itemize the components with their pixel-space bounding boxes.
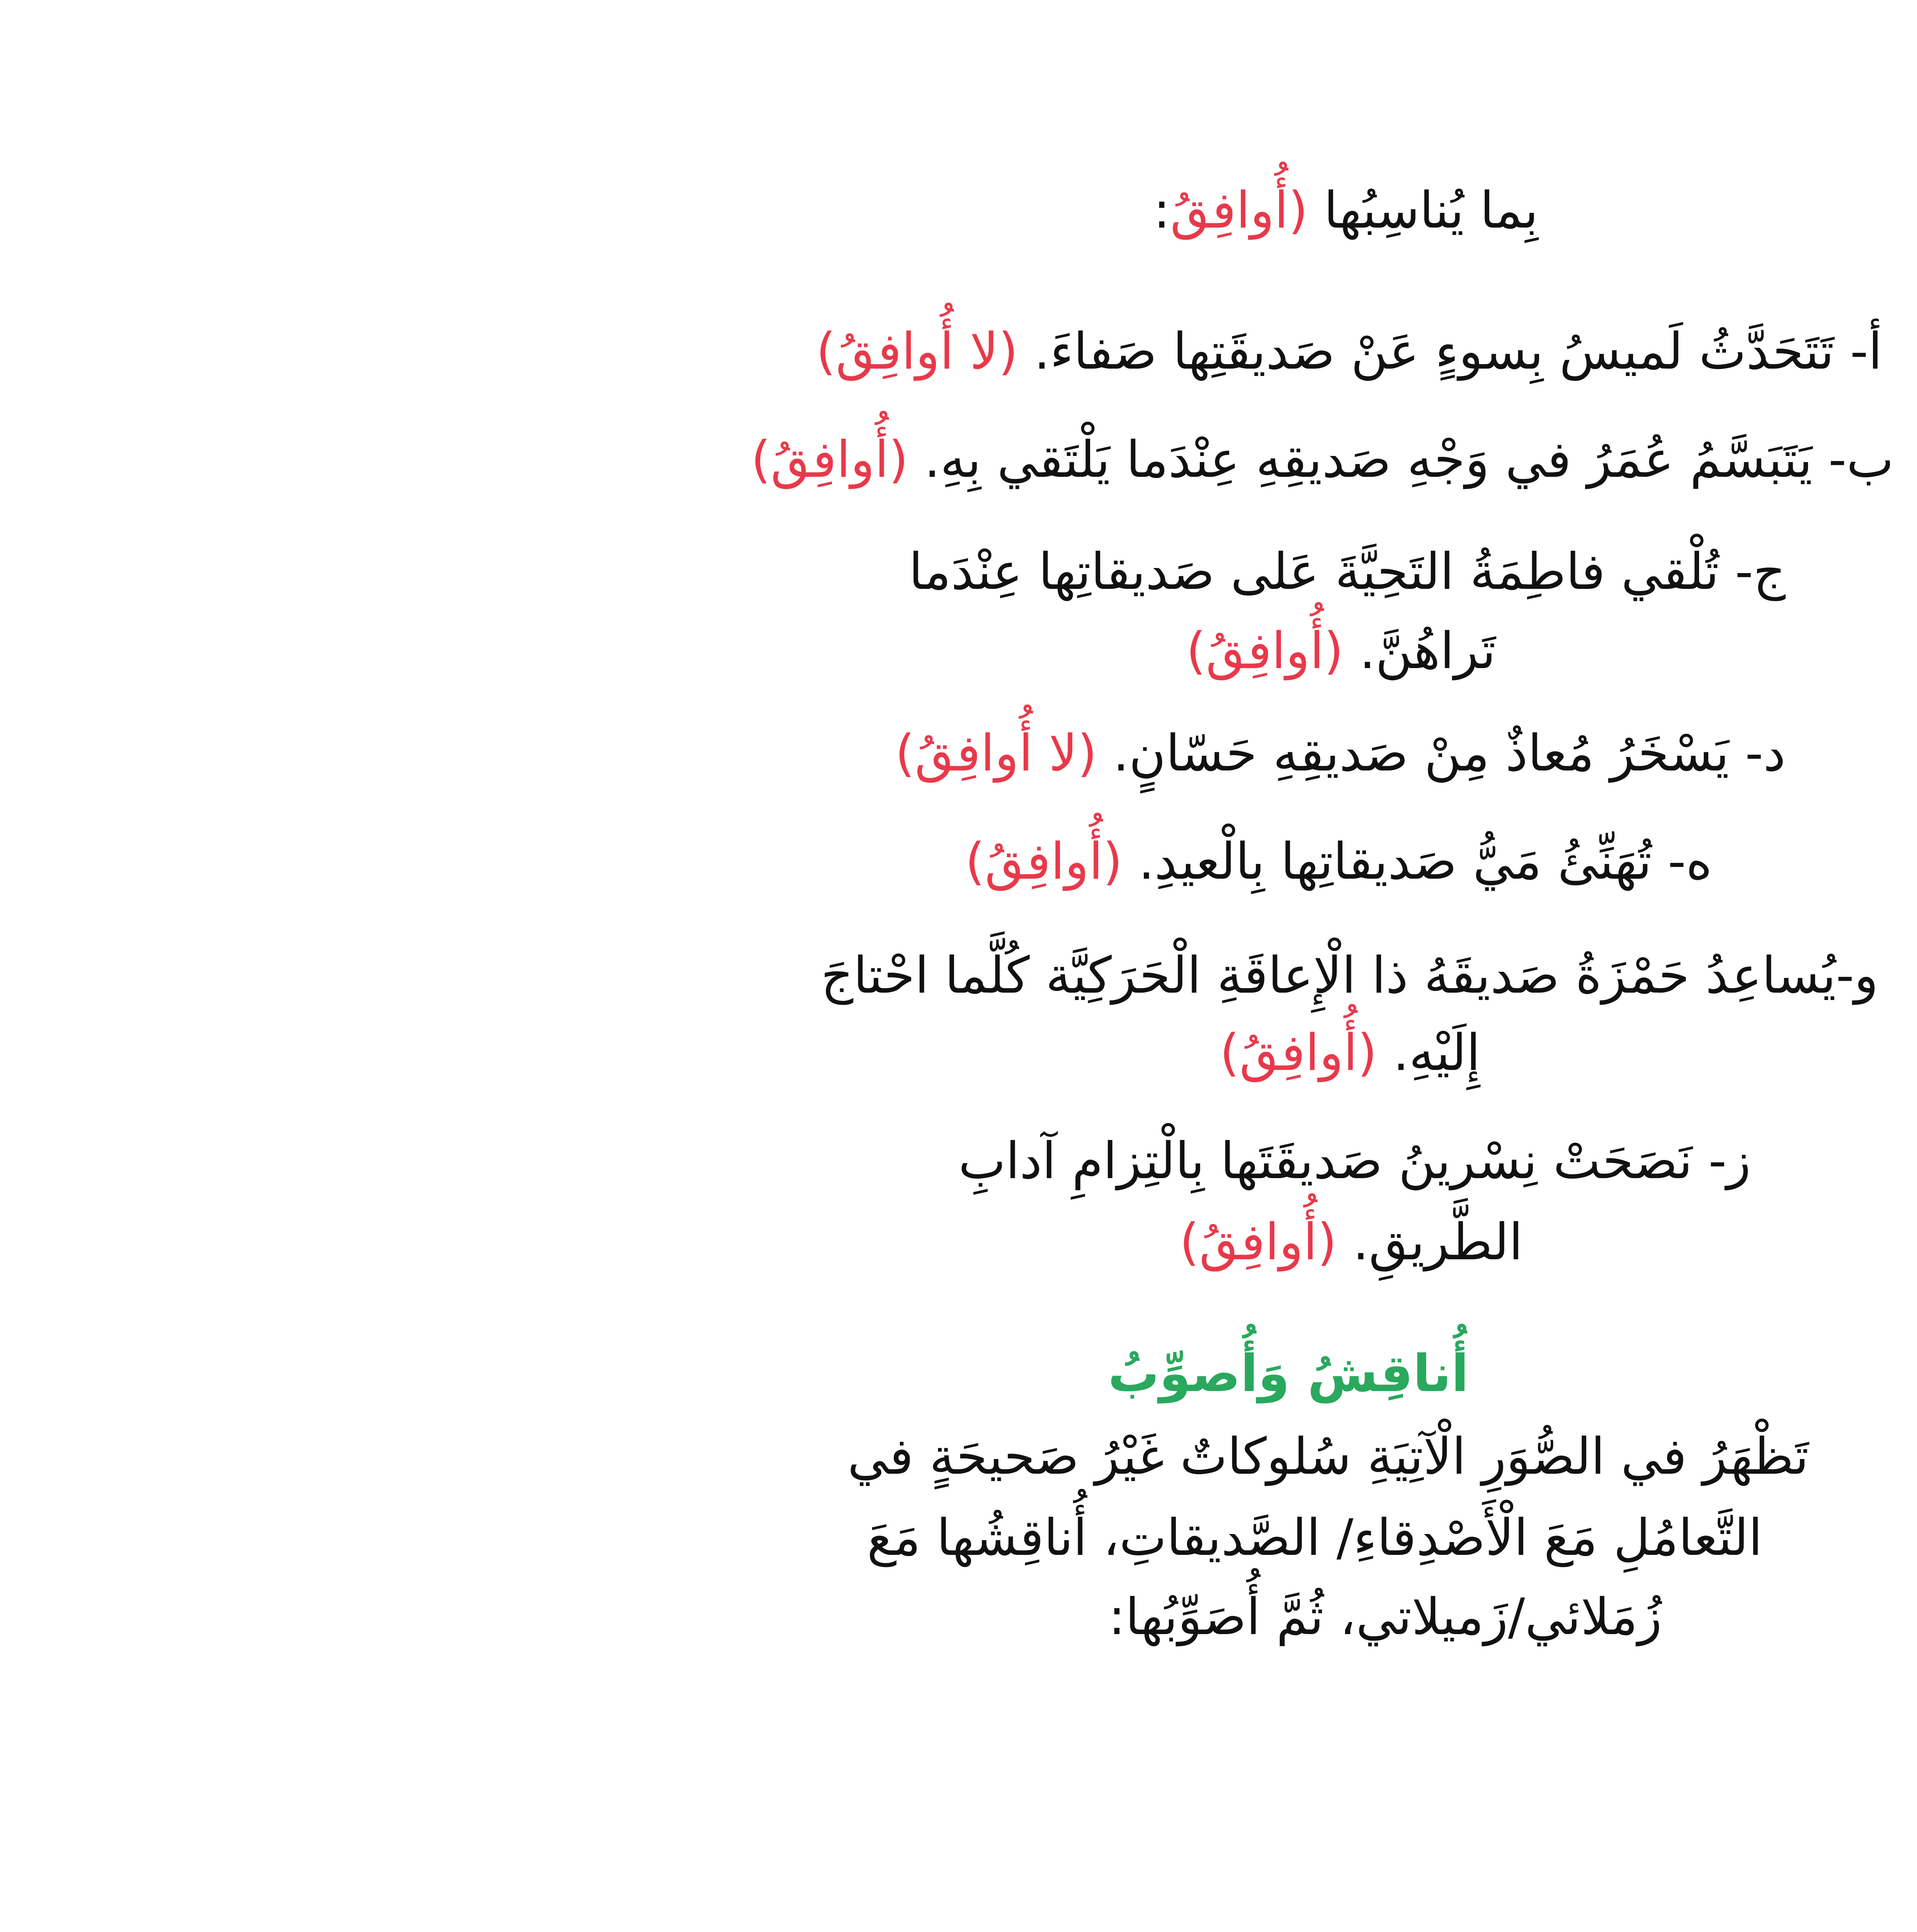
item-g-answer: (أُوافِقُ)	[1179, 1213, 1337, 1271]
item-a	[816, 323, 1882, 381]
item-f-answer: (أُوافِقُ)	[1220, 1023, 1377, 1082]
item-e-answer: (أُوافِقُ)	[965, 832, 1123, 891]
item-b-text: ب- يَتَبَسَّمُ عُمَرُ في وَجْهِ صَديقِهِ عِنْدَما يَلْتَقي بِهِ.	[924, 430, 1894, 489]
discuss-paragraph-line1: تَظْهَرُ في الصُّوَرِ الْآتِيَةِ سُلوكاتٌ غَيْرُ صَحيحَةٍ في	[847, 1427, 1809, 1486]
discuss-heading: أُناقِشُ وَأُصوِّبُ	[1108, 1344, 1469, 1403]
item-c-text: تَراهُنَّ.	[1359, 621, 1496, 680]
instruction-line	[1153, 182, 1538, 240]
item-d-answer: (لا أُوافِقُ)	[895, 724, 1097, 782]
item-e	[965, 833, 1712, 891]
item-c-answer: (أُوافِقُ)	[1186, 621, 1344, 680]
item-e-text: ه- تُهَنِّئُ مَيُّ صَديقاتِها بِالْعيدِ.	[1138, 832, 1712, 891]
item-a-answer: (لا أُوافِقُ)	[816, 322, 1018, 381]
instruction-text: بِما يُناسِبُها	[1308, 181, 1538, 240]
instruction-colon: :	[1153, 181, 1170, 240]
item-f-line1: و-يُساعِدُ حَمْزَةُ صَديقَهُ ذا الْإِعاقَةِ الْحَرَكِيَّة كُلَّما احْتاجَ	[821, 946, 1878, 1005]
item-b	[751, 431, 1894, 489]
discuss-paragraph-line3: زُمَلائي/زَميلاتي، ثُمَّ أُصَوِّبُها:	[1108, 1587, 1662, 1646]
instruction-answer: (أُوافِقُ	[1170, 181, 1308, 240]
item-f-line2	[1220, 1024, 1480, 1082]
item-g-line1: ز- نَصَحَتْ نِسْرينُ صَديقَتَها بِالْتِزامِ آدابِ	[958, 1131, 1751, 1190]
item-d-text: د- يَسْخَرُ مُعاذٌ مِنْ صَديقِهِ حَسّانٍ.	[1113, 724, 1786, 782]
discuss-paragraph-line2: التَّعامُلِ مَعَ الْأَصْدِقاءِ/ الصَّديقاتِ، أُناقِشُها مَعَ	[867, 1508, 1762, 1567]
item-b-answer: (أُوافِقُ)	[751, 430, 908, 489]
item-d	[895, 724, 1786, 782]
item-g-line2	[1180, 1213, 1523, 1271]
item-c-line1: ج- تُلْقي فاطِمَةُ التَحِيَّةَ عَلى صَديقاتِها عِنْدَما	[908, 542, 1786, 601]
item-f-text: إِلَيْهِ.	[1393, 1023, 1480, 1082]
item-g-text: الطَّريقِ.	[1352, 1213, 1523, 1271]
item-c-line2	[1186, 622, 1496, 680]
item-a-text: أ- تَتَحَدَّثُ لَميسُ بِسوءٍ عَنْ صَديقَتِها صَفاءَ.	[1034, 322, 1882, 381]
